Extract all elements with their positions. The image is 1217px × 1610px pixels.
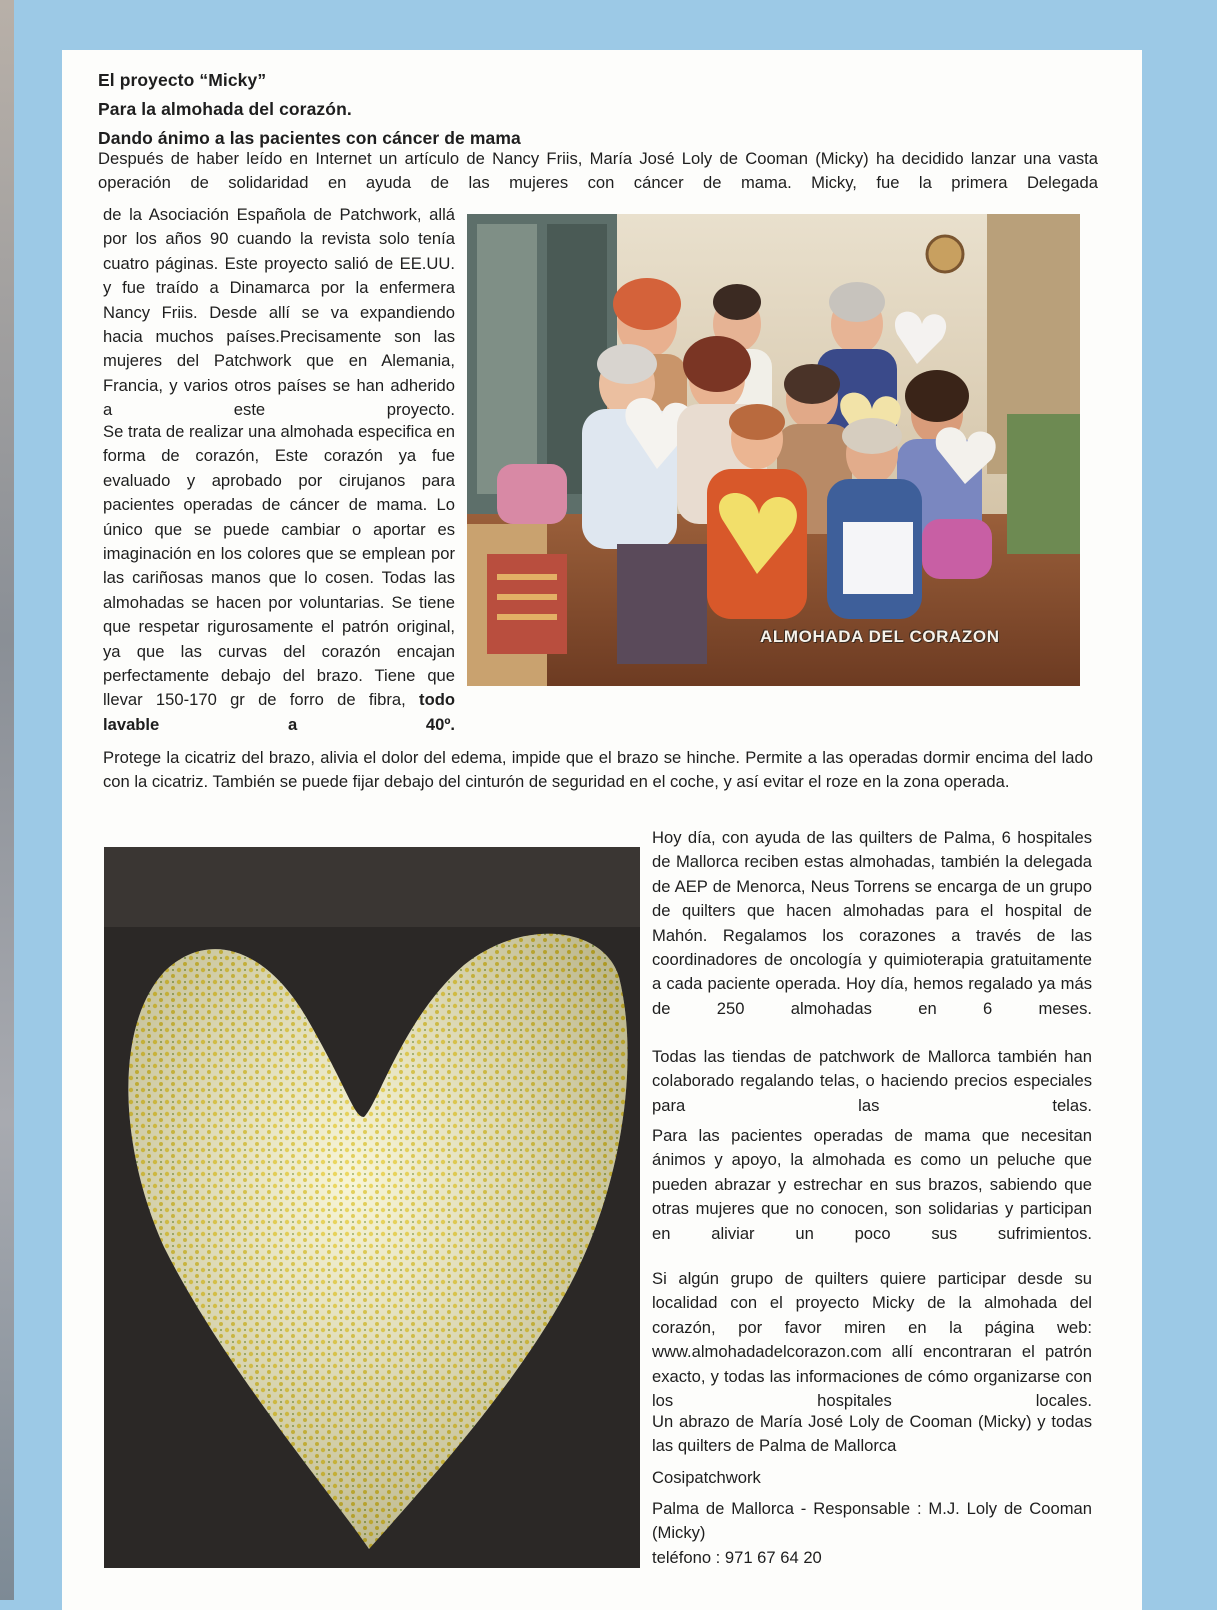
heart-pillow-photo bbox=[104, 847, 640, 1568]
scan-edge bbox=[0, 0, 14, 1600]
organization-name: Cosipatchwork bbox=[652, 1468, 761, 1487]
paragraph-signoff: Un abrazo de María José Loly de Cooman (Micky) y todas las quilters de Palma de Mallorca bbox=[652, 1412, 1092, 1456]
group-photo bbox=[467, 214, 1080, 686]
photo-caption: ALMOHADA DEL CORAZON bbox=[760, 627, 1000, 646]
paragraph-support: Para las pacientes operadas de mama que necesitan ánimos y apoyo, la almohada es como un peluche que pueden abrazar y estrechar en sus brazos, sabiendo que otras mujeres que no conocen, son solidarias y participan en aliviar un poco sus sufrimientos. bbox=[652, 1126, 1092, 1243]
intro-paragraph: Después de haber leído en Internet un artículo de Nancy Friis, María José Loly de Cooman (Micky) ha decidido lanzar una vasta operación de solidaridad en ayuda de las mujeres con cáncer de mama. Micky, fue la primera Delegada bbox=[98, 149, 1098, 193]
paragraph-hospitals: Hoy día, con ayuda de las quilters de Palma, 6 hospitales de Mallorca reciben estas almohadas, también la delegada de AEP de Menorca, Neus Torrens se encarga de un grupo de quilters que hacen almohadas para el hospital de Mahón. Regalamos los corazones a través de las coordinadores de oncología y quimioterapia gratuitamente a cada paciente operada. Hoy día, hemos regalado ya más de 250 almohadas en 6 meses. bbox=[652, 828, 1092, 1018]
paragraph-description-text: Se trata de realizar una almohada especifica en forma de corazón, Este corazón ya fue evaluado y aprobado por cirujanos para pacientes operadas de cáncer de mama. Lo único que se puede cambiar o aportar es imaginación en los colores que se emplean por las cariñosas manos que lo cosen. Todas las almohadas se hacen por voluntarias. Se tiene que respetar rigurosamente el patrón original, ya que las curvas del corazón encajan perfectamente debajo del brazo. Tiene que llevar 150-170 gr de forro de fibra, bbox=[103, 422, 455, 710]
paragraph-benefits: Protege la cicatriz del brazo, alivia el dolor del edema, impide que el brazo se hinche. Permite a las operadas dormir encima del lado con la cicatriz. También se puede fijar debajo del cinturón de seguridad en el coche, y así evitar el roze en la zona operada. bbox=[103, 748, 1093, 792]
contact-responsible: Palma de Mallorca - Responsable : M.J. Loly de Cooman (Micky) bbox=[652, 1499, 1092, 1543]
article-headings bbox=[98, 66, 521, 153]
heart-pillow-image bbox=[104, 847, 640, 1568]
article-title: El proyecto “Micky” bbox=[98, 70, 267, 90]
article-subtitle: Para la almohada del corazón. bbox=[98, 99, 352, 119]
contact-phone: teléfono : 971 67 64 20 bbox=[652, 1548, 822, 1567]
paragraph-participate: Si algún grupo de quilters quiere participar desde su localidad con el proyecto Micky de la almohada del corazón, por favor miren en la página web: www.almohadadelcorazon.com allí encontraran el patrón exacto, y todas las informaciones de cómo organizarse con los hospitales locales. bbox=[652, 1269, 1092, 1411]
paragraph-history: de la Asociación Española de Patchwork, allá por los años 90 cuando la revista solo tenía cuatro páginas. Este proyecto salió de EE.UU. y fue traído a Dinamarca por la enfermera Nancy Friis. Desde allí se va expandiendo hacia muchos países.Precisamente son las mujeres del Patchwork que en Alemania, Francia, y varios otros países se han adherido a este proyecto. bbox=[103, 205, 455, 420]
paragraph-shops: Todas las tiendas de patchwork de Mallorca también han colaborado regalando telas, o haciendo precios especiales para las telas. bbox=[652, 1047, 1092, 1115]
group-photo-image bbox=[467, 214, 1080, 686]
article-subtitle-2: Dando ánimo a las pacientes con cáncer de mama bbox=[98, 128, 521, 148]
washable-note: todo lavable a 40º. bbox=[103, 690, 455, 734]
paragraph-description bbox=[103, 420, 455, 737]
